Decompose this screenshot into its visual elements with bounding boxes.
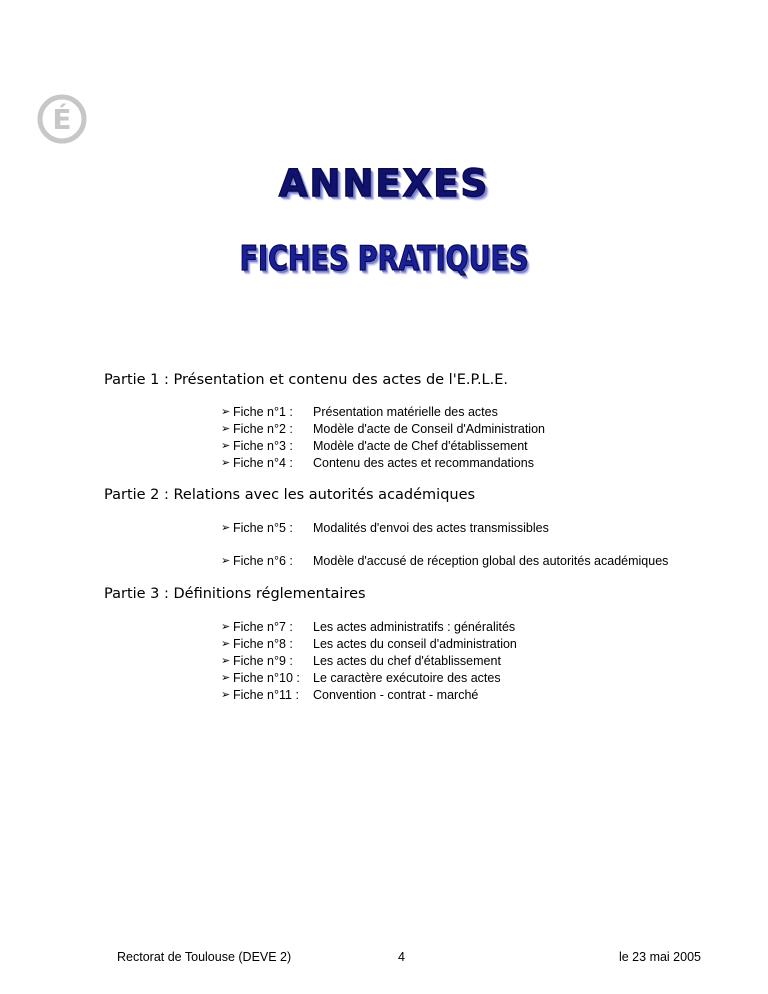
fiche-description: Les actes administratifs : généralités bbox=[313, 620, 516, 634]
arrow-bullet-icon: ➢ bbox=[221, 638, 231, 650]
part-1-fiche-list bbox=[221, 404, 545, 472]
fiche-description: Modalités d'envoi des actes transmissibles bbox=[313, 521, 549, 535]
fiche-description: Les actes du conseil d'administration bbox=[313, 637, 517, 651]
arrow-bullet-icon: ➢ bbox=[221, 457, 231, 469]
list-item bbox=[221, 653, 517, 670]
list-item bbox=[221, 619, 517, 636]
part-2-title: Partie 2 : Relations avec les autorités académiques bbox=[104, 487, 476, 503]
list-item bbox=[221, 520, 668, 553]
page-title: ANNEXES bbox=[278, 162, 490, 205]
list-item bbox=[221, 670, 517, 687]
list-item bbox=[221, 636, 517, 653]
fiche-label: Fiche n°10 : bbox=[233, 671, 300, 685]
fiche-label: Fiche n°5 : bbox=[233, 521, 293, 535]
arrow-bullet-icon: ➢ bbox=[221, 655, 231, 667]
fiche-description: Contenu des actes et recommandations bbox=[313, 456, 534, 470]
fiche-label: Fiche n°9 : bbox=[233, 654, 293, 668]
arrow-bullet-icon: ➢ bbox=[221, 672, 231, 684]
fiche-label: Fiche n°8 : bbox=[233, 637, 293, 651]
list-item bbox=[221, 553, 668, 586]
e-acute-logo-icon bbox=[36, 93, 88, 145]
part-3-fiche-list bbox=[221, 619, 517, 704]
arrow-bullet-icon: ➢ bbox=[221, 621, 231, 633]
list-item bbox=[221, 438, 545, 455]
fiche-description: Modèle d'acte de Chef d'établissement bbox=[313, 439, 528, 453]
fiche-label: Fiche n°2 : bbox=[233, 422, 293, 436]
part-2-fiche-list bbox=[221, 520, 668, 586]
arrow-bullet-icon: ➢ bbox=[221, 522, 231, 534]
list-item bbox=[221, 404, 545, 421]
list-item bbox=[221, 687, 517, 704]
footer-date: le 23 mai 2005 bbox=[618, 950, 701, 964]
fiche-description: Les actes du chef d'établissement bbox=[313, 654, 501, 668]
fiche-description: Le caractère exécutoire des actes bbox=[313, 671, 501, 685]
fiche-label: Fiche n°4 : bbox=[233, 456, 293, 470]
fiche-label: Fiche n°6 : bbox=[233, 554, 293, 568]
svg-text:É: É bbox=[52, 103, 72, 136]
list-item bbox=[221, 421, 545, 438]
part-1-title: Partie 1 : Présentation et contenu des actes de l'E.P.L.E. bbox=[104, 372, 509, 388]
fiche-label: Fiche n°1 : bbox=[233, 405, 293, 419]
fiche-label: Fiche n°11 : bbox=[233, 688, 299, 702]
fiche-label: Fiche n°3 : bbox=[233, 439, 293, 453]
arrow-bullet-icon: ➢ bbox=[221, 689, 231, 701]
arrow-bullet-icon: ➢ bbox=[221, 440, 231, 452]
fiche-description: Convention - contrat - marché bbox=[313, 688, 479, 702]
arrow-bullet-icon: ➢ bbox=[221, 406, 231, 418]
list-item bbox=[221, 455, 545, 472]
footer-organization: Rectorat de Toulouse (DEVE 2) bbox=[117, 950, 292, 964]
fiche-label: Fiche n°7 : bbox=[233, 620, 293, 634]
page-subtitle: FICHES PRATIQUES bbox=[239, 240, 529, 279]
footer-page-number: 4 bbox=[398, 950, 405, 964]
arrow-bullet-icon: ➢ bbox=[221, 555, 231, 567]
fiche-description: Présentation matérielle des actes bbox=[313, 405, 498, 419]
arrow-bullet-icon: ➢ bbox=[221, 423, 231, 435]
fiche-description: Modèle d'acte de Conseil d'Administration bbox=[313, 422, 545, 436]
part-3-title: Partie 3 : Définitions réglementaires bbox=[104, 586, 366, 602]
fiche-description: Modèle d'accusé de réception global des autorités académiques bbox=[313, 554, 669, 568]
